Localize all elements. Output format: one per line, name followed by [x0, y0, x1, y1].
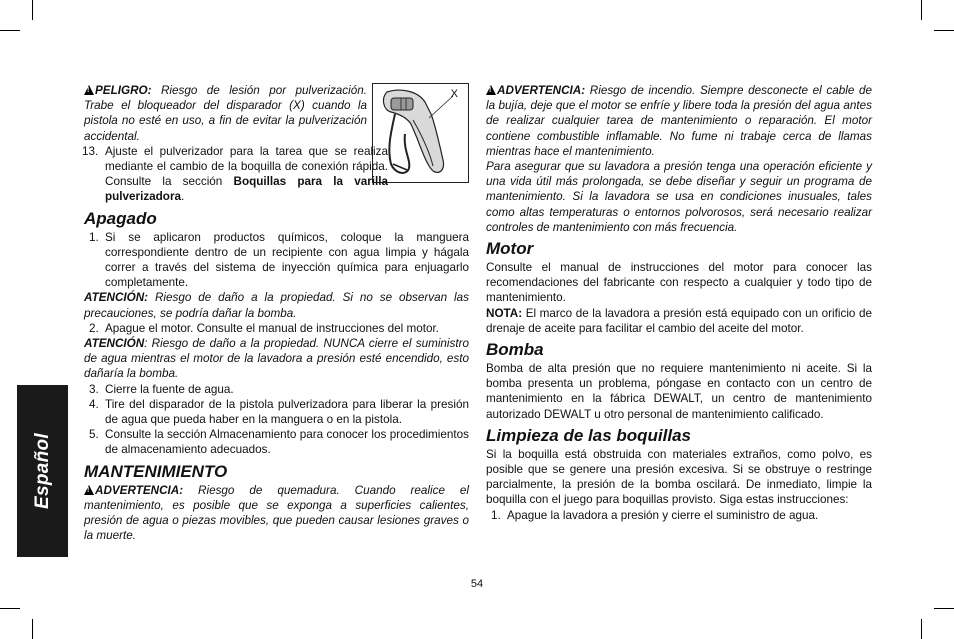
warning-triangle-icon [486, 85, 496, 95]
page-number: 54 [470, 578, 484, 590]
crop-mark [921, 0, 922, 20]
warning-label: ADVERTENCIA: [497, 84, 586, 97]
list-number: 5. [89, 428, 99, 442]
bomba-text: Bomba de alta presión que no requiere mantenimiento ni aceite. Si la bomba presenta un problema, póngase en contacto con un centro de mantenimiento en la fábrica DEWALT, un centro de mantenimiento autorizado DEWALT u otro personal de mantenimiento calificado. [486, 362, 872, 421]
warning-triangle-icon [84, 85, 94, 95]
crop-mark [0, 608, 20, 609]
list-text: Apague el motor. Consulte el manual de instrucciones del motor. [105, 321, 439, 335]
list-number: 4. [89, 397, 99, 411]
list-text: Apague la lavadora a presión y cierre el suministro de agua. [507, 508, 819, 522]
list-item [84, 397, 469, 427]
list-text: Cierre la fuente de agua. [105, 382, 234, 396]
crop-mark [32, 619, 33, 639]
crop-mark [0, 30, 20, 31]
note-label: NOTA: [486, 306, 523, 320]
list-number: 1. [89, 230, 99, 244]
limpieza-text: Si la boquilla está obstruida con materiales extraños, como polvo, es posible que se genere una presión excesiva. Si se obstruye o restringe parcialmente, la presión de la bomba oscilará. De inmediato, limpie la boquilla con el juego para boquillas provisto. Siga estas instrucciones: [486, 447, 872, 507]
language-tab [17, 385, 68, 557]
list-number: 13. [82, 144, 99, 158]
crop-mark [934, 608, 954, 609]
fire-warning [486, 83, 872, 159]
warning-text: Riesgo de incendio. Siempre desconecte el cable de la bujía, deje que el motor se enfríe y libere toda la presión del agua antes de realizar cualquier tarea de mantenimiento o reparación. El motor contiene combustible inflamable. No fume ni trabaje cerca de llamas mientras hace el mantenimiento. [486, 84, 872, 158]
attention-note-1 [84, 290, 469, 320]
attention-label: ATENCIÓN: [84, 291, 149, 305]
apagado-steps-c [84, 382, 469, 458]
list-item [84, 321, 469, 336]
list-number: 1. [491, 508, 501, 522]
motor-text: Consulte el manual de instrucciones del motor para conocer las recomendaciones del fabricante con respecto a cualquier y todo tipo de mantenimiento. [486, 261, 872, 305]
step-list-13 [84, 144, 469, 205]
danger-text: Riesgo de lesión por pulverización. Trabe el bloqueador del disparador (X) cuando la pistola no esté en uso, a fin de evitar la pulverización accidental. [84, 84, 367, 143]
list-bold-link: Boquillas para la varilla pulverizadora [105, 175, 388, 204]
danger-label: PELIGRO: [95, 84, 152, 97]
warning-label: ADVERTENCIA: [95, 483, 184, 497]
danger-warning [84, 83, 367, 144]
list-text: Ajuste el pulverizador para la tarea que se realiza mediante el cambio de la boquilla de conexión rápida. Consulte la sección [105, 144, 388, 189]
list-text: Si se aplicaron productos químicos, coloque la manguera correspondiente dentro de un recipiente con agua limpia y hágala correr a través del sistema de inyección química para enjuagarlo completamente. [105, 230, 469, 290]
maintenance-intro: Para asegurar que su lavadora a presión tenga una operación eficiente y una vida útil más prolongada, se debe diseñar y seguir un programa de mantenimiento. Si la lavadora se usa en condiciones inusuales, tales como altas temperaturas o entornos polvorosos, será necesario realizar controles de mantenimiento con más frecuencia. [486, 160, 872, 234]
figure-callout-x: X [450, 88, 458, 100]
left-column [84, 83, 469, 543]
limpieza-steps [486, 508, 872, 523]
note-text: El marco de la lavadora a presión está equipado con un orificio de drenaje de aceite para facilitar el cambio del aceite del motor. [486, 306, 872, 335]
crop-mark [32, 0, 33, 20]
attention-label: ATENCIÓN [84, 337, 145, 351]
apagado-steps-a [84, 230, 469, 291]
warning-triangle-icon [84, 485, 94, 495]
heading-bomba: Bomba [486, 340, 544, 360]
motor-note [486, 306, 872, 336]
list-number: 3. [89, 382, 99, 396]
warning-text: Riesgo de quemadura. Cuando realice el mantenimiento, es posible que se exponga a superficies calientes, presión de agua o piezas movibles, que pueden causar lesiones graves o la muerte. [84, 483, 469, 543]
heading-apagado: Apagado [84, 208, 157, 228]
list-item [84, 144, 388, 205]
list-item [84, 382, 469, 397]
attention-text: : Riesgo de daño a la propiedad. NUNCA cierre el suministro de agua mientras el motor de la lavadora a presión esté encendido, esto dañaría la bomba. [84, 337, 469, 381]
attention-text: Riesgo de daño a la propiedad. Si no se observan las precauciones, se podría dañar la bomba. [84, 291, 469, 320]
list-text: Consulte la sección Almacenamiento para conocer los procedimientos de almacenamiento adecuados. [105, 428, 469, 457]
heading-limpieza: Limpieza de las boquillas [486, 425, 691, 445]
heading-mantenimiento: MANTENIMIENTO [84, 461, 228, 481]
heading-motor: Motor [486, 239, 534, 259]
right-column [486, 83, 872, 523]
list-text-end: . [181, 190, 185, 204]
list-item [486, 508, 872, 523]
list-number: 2. [89, 321, 99, 335]
list-text: Tire del disparador de la pistola pulverizadora para liberar la presión de agua que pueda haber en la manguera o en la pistola. [105, 397, 469, 427]
burn-warning [84, 483, 469, 544]
list-item [84, 427, 469, 457]
attention-note-2 [84, 336, 469, 382]
list-item [84, 230, 469, 291]
language-tab-label: Español [31, 432, 53, 510]
apagado-steps-b [84, 321, 469, 336]
crop-mark [934, 30, 954, 31]
crop-mark [921, 619, 922, 639]
